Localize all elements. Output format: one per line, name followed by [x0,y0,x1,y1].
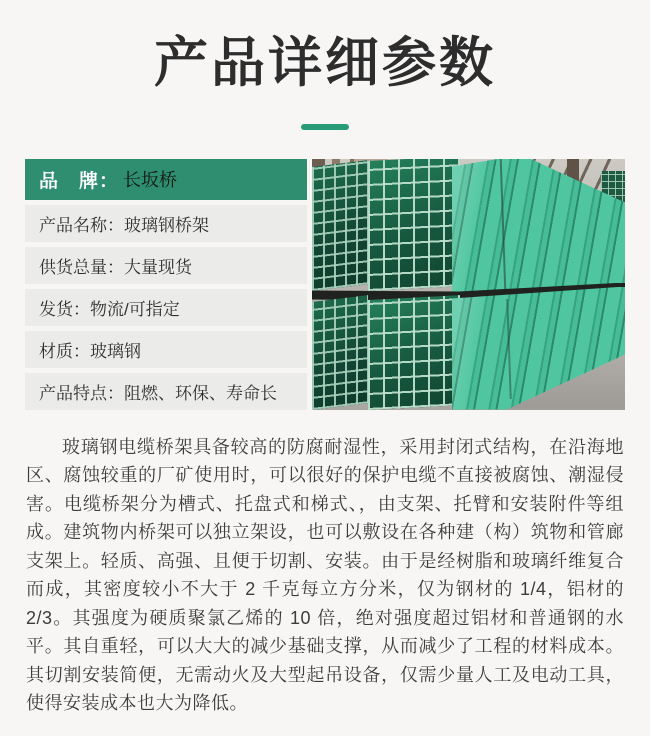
spec-row-product-name [25,205,307,242]
spec-label: 产品特点： [39,383,124,403]
spec-table [25,159,307,410]
spec-label: 发货： [39,299,90,319]
page-title: 产品详细参数 [154,33,496,93]
spec-row-material [25,331,307,368]
spec-value: 阻燃、环保、寿命长 [124,383,277,403]
photo-tray-grid-face [312,295,368,410]
spec-row-shipping [25,289,307,326]
spec-label: 供货总量： [39,257,124,277]
spec-value: 物流/可指定 [90,299,180,319]
brand-label: 品 牌： [39,170,120,192]
spec-label: 材质： [39,341,90,361]
spec-label: 产品名称： [39,215,124,235]
photo-tray-grid-face [368,159,460,291]
spec-value: 玻璃钢桥架 [124,215,209,235]
spec-row-brand [25,159,307,200]
spec-row-supply-total [25,247,307,284]
spec-value: 大量现货 [124,257,192,277]
spec-value: 玻璃钢 [90,341,141,361]
product-photo [312,159,625,410]
content-row [0,159,650,410]
accent-underline-bar [301,124,349,130]
spec-row-features [25,373,307,410]
photo-tray-grid-face [368,295,460,410]
product-description: 玻璃钢电缆桥架具备较高的防腐耐湿性，采用封闭式结构，在沿海地区、腐蚀较重的厂矿使用时，可以很好的保护电缆不直接被腐蚀、潮湿侵害。电缆桥架分为槽式、托盘式和梯式、，由支架、托臂和安装附件等组成。建筑物内桥架可以独立架设，也可以敷设在各种建（构）筑物和管廊支架上。轻质、高强、且便于切割、安装。由于是经树脂和玻璃纤维复合而成，其密度较小不大于 2 千克每立方分米，仅为钢材的 1/4，铝材的 2/3。其强度为硬质聚氯乙烯的 10 倍，绝对强度超过铝材和普通钢的水平。其自重轻，可以大大的减少基础支撑，从而减少了工程的材料成本。其切割安装简便，无需动火及大型起吊设备，仅需少量人工及电动工具，使得安装成本也大为降低。 [26,436,624,713]
photo-tray-grid-face [312,160,368,291]
brand-value: 长坂桥 [123,170,178,190]
header [0,0,650,130]
